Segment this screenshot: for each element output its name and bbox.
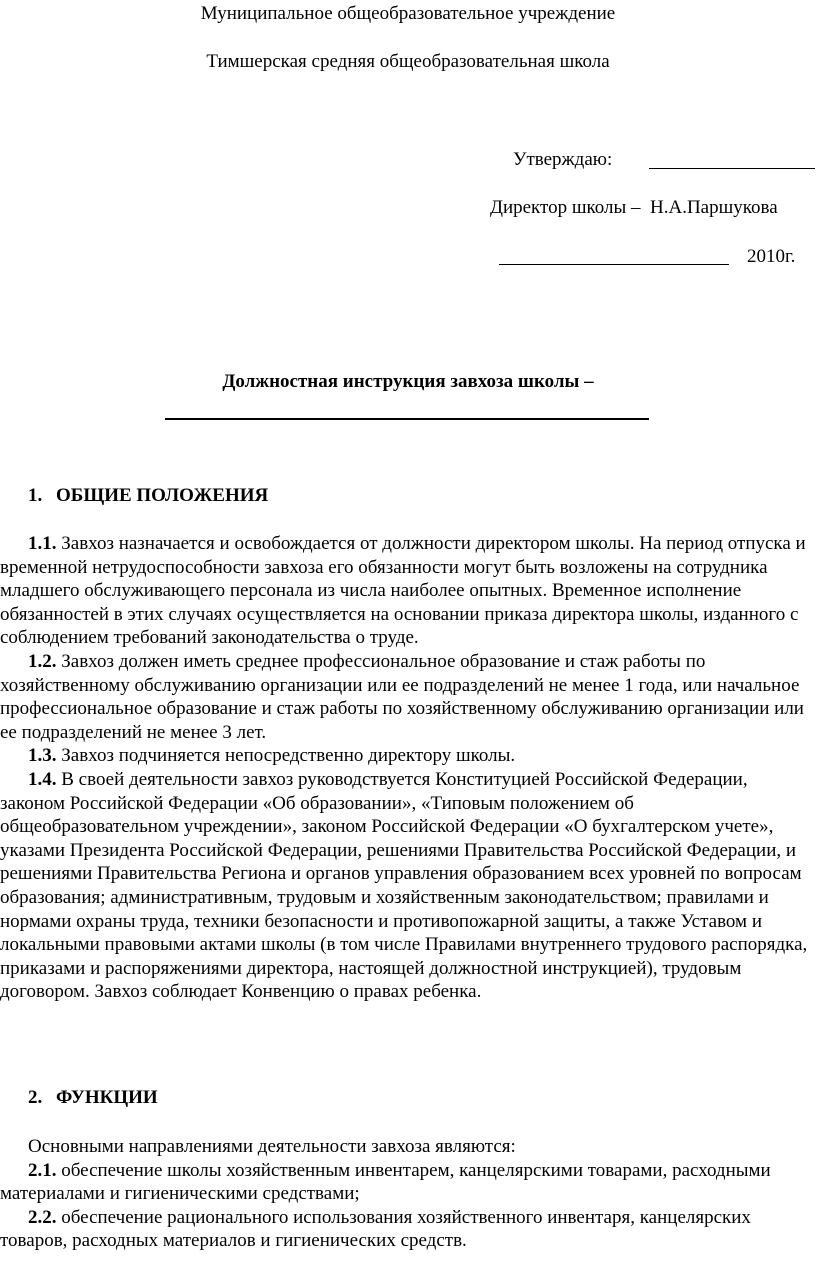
- paragraph: [0, 744, 812, 768]
- clause-text: В своей деятельности завхоз руководствуется Конституцией Российской Федерации, законом Российской Федерации «Об образовании», «Типовым положением об общеобразовательном учреждении», законом Российской Федерации «О бухгалтерском учете», указами Президента Российской Федерации, решениями Правительства Российской Федерации, и решениями Правительства Региона и органов управления образованием всех уровней по вопросам образования; административным, трудовым и хозяйственным законодательством; правилами и нормами охраны труда, техники безопасности и противопожарной защиты, а также Уставом и локальными правовыми актами школы (в том числе Правилами внутреннего трудового распорядка, приказами и распоряжениями директора, настоящей должностной инструкцией), трудовым договором. Завхоз соблюдает Конвенцию о правах ребенка.: [0, 768, 808, 1003]
- paragraph: [0, 1206, 812, 1253]
- paragraph: [0, 650, 812, 744]
- section-number: 2.: [28, 1087, 43, 1108]
- section-body: [0, 532, 812, 1004]
- director-label: [490, 197, 778, 219]
- paragraph: [0, 532, 812, 650]
- paragraph: [0, 768, 812, 1004]
- clause-number: 1.4.: [28, 768, 57, 790]
- section-heading: [28, 485, 268, 507]
- clause-text: Завхоз должен иметь среднее профессиональное образование и стаж работы по хозяйственному обслуживанию организации или ее подразделений не менее 1 года, или начальное профессиональное образование и стаж работы по хозяйственному обслуживанию организации или ее подразделений не менее 3 лет.: [0, 650, 804, 743]
- approve-label: Утверждаю:: [513, 149, 613, 170]
- section-title: ФУНКЦИИ: [56, 1087, 158, 1108]
- director-name: Н.А.Паршукова: [650, 197, 778, 218]
- date-line: [499, 264, 729, 265]
- clause-text: обеспечение рационального использования хозяйственного инвентаря, канцелярских товаров, расходных материалов и гигиенических средств.: [0, 1206, 751, 1252]
- document-title: Должностная инструкция завхоза школы –: [222, 371, 594, 392]
- title-underline: [165, 418, 649, 420]
- section-title: ОБЩИЕ ПОЛОЖЕНИЯ: [56, 485, 269, 506]
- paragraph: [0, 1135, 812, 1159]
- section-number: 1.: [28, 485, 43, 506]
- clause-text: Завхоз подчиняется непосредственно директору школы.: [61, 745, 516, 767]
- clause-number: 2.2.: [28, 1206, 57, 1228]
- clause-number: 1.2.: [28, 650, 57, 672]
- section-heading: [28, 1087, 158, 1109]
- clause-number: 2.1.: [28, 1159, 57, 1181]
- clause-number: 1.1.: [28, 533, 57, 554]
- clause-text: Завхоз назначается и освобождается от должности директором школы. На период отпуска и временной нетрудоспособности завхоза его обязанности могут быть возложены на сотрудника младшего обслуживающего персонала из числа наиболее опытных. Временное исполнение обязанностей в этих случаях осуществляется на основании приказа директора школы, изданного с соблюдением требований законодательства о труде.: [0, 533, 806, 649]
- director-title: Директор школы –: [490, 197, 641, 218]
- approve-signature-line: [649, 168, 815, 169]
- approval-year: 2010г.: [747, 246, 796, 267]
- paragraph: [0, 1159, 812, 1206]
- clause-text: обеспечение школы хозяйственным инвентарем, канцелярскими товарами, расходными материалами и гигиеническими средствами;: [0, 1159, 771, 1205]
- institution-type: Муниципальное общеобразовательное учреждение: [200, 3, 616, 24]
- school-name: Тимшерская средняя общеобразовательная школа: [206, 51, 610, 72]
- section-body: [0, 1135, 812, 1253]
- clause-number: 1.3.: [28, 745, 57, 767]
- section-intro: Основными направлениями деятельности завхоза являются:: [28, 1136, 516, 1157]
